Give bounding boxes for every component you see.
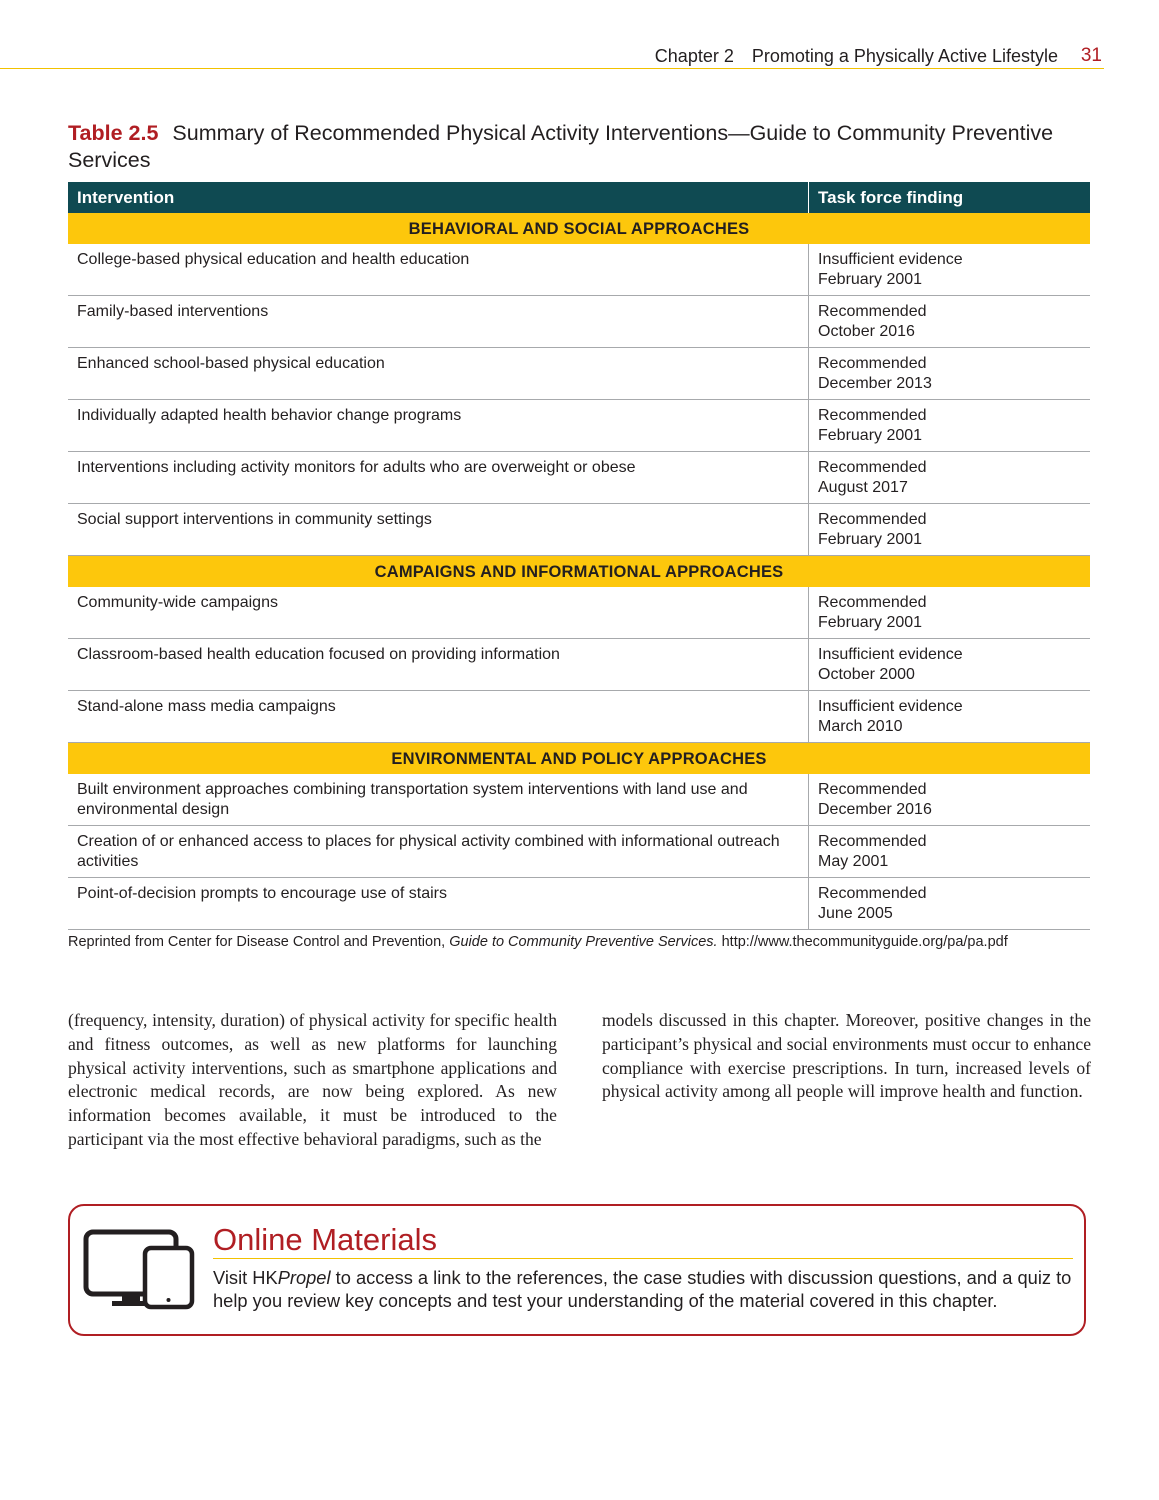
finding-date: December 2013 <box>818 375 932 392</box>
finding-text: Insufficient evidence <box>818 698 963 715</box>
intervention-text: Creation of or enhanced access to places for physical activity combined with informational outreach activities <box>77 833 780 870</box>
finding-date: October 2016 <box>818 323 915 340</box>
intervention-text: Built environment approaches combining transportation system interventions with land use and environmental design <box>77 781 748 818</box>
finding-date: February 2001 <box>818 427 923 444</box>
intervention-cell <box>68 504 809 556</box>
finding-text: Recommended <box>818 303 927 320</box>
finding-date: August 2017 <box>818 479 908 496</box>
finding-cell <box>809 587 1091 639</box>
source-url: http://www.thecommunityguide.org/pa/pa.pdf <box>721 934 1008 950</box>
chapter-title: Promoting a Physically Active Lifestyle <box>751 46 1058 66</box>
running-head-text <box>655 46 1058 67</box>
section-header-row <box>68 556 1090 588</box>
finding-cell <box>809 878 1091 930</box>
finding-date: October 2000 <box>818 666 915 683</box>
table-number: Table 2.5 <box>68 121 159 145</box>
online-text-brand: Propel <box>277 1267 331 1288</box>
table-row <box>68 348 1090 400</box>
table-title: Summary of Recommended Physical Activity Interventions—Guide to Community Preventive Services <box>68 121 1054 172</box>
section-header-row <box>68 743 1090 775</box>
intervention-text: Classroom-based health education focused on providing information <box>77 646 560 663</box>
finding-text: Recommended <box>818 594 927 611</box>
intervention-cell <box>68 244 809 296</box>
source-publication: Guide to Community Preventive Services. <box>449 934 718 950</box>
finding-text: Recommended <box>818 459 927 476</box>
finding-cell <box>809 244 1091 296</box>
finding-date: February 2001 <box>818 614 923 631</box>
intervention-text: Family-based interventions <box>77 303 269 320</box>
finding-cell <box>809 296 1091 348</box>
finding-cell <box>809 504 1091 556</box>
online-materials-box <box>68 1204 1086 1336</box>
table-row <box>68 587 1090 639</box>
table-row <box>68 296 1090 348</box>
finding-cell <box>809 452 1091 504</box>
intervention-text: Point-of-decision prompts to encourage use of stairs <box>77 885 447 902</box>
column-header-finding: Task force finding <box>809 182 1091 213</box>
intervention-text: Community-wide campaigns <box>77 594 278 611</box>
section-header-row <box>68 213 1090 244</box>
finding-text: Recommended <box>818 885 927 902</box>
chapter-label: Chapter 2 <box>654 46 734 66</box>
online-materials-title: Online Materials <box>213 1222 1073 1259</box>
finding-cell <box>809 691 1091 743</box>
table-header-row <box>68 182 1090 213</box>
table-row <box>68 639 1090 691</box>
finding-date: February 2001 <box>818 531 923 548</box>
intervention-cell <box>68 639 809 691</box>
finding-text: Recommended <box>818 355 927 372</box>
intervention-cell <box>68 587 809 639</box>
finding-cell <box>809 774 1091 826</box>
finding-date: December 2016 <box>818 801 932 818</box>
finding-cell <box>809 639 1091 691</box>
column-header-intervention: Intervention <box>68 182 809 213</box>
intervention-cell <box>68 774 809 826</box>
finding-date: May 2001 <box>818 853 889 870</box>
online-text-suffix: to access a link to the references, the case studies with discussion questions, and a quiz to help you review key concepts and test your understanding of the material covered in this chapter. <box>213 1267 1072 1311</box>
table-row <box>68 878 1090 930</box>
finding-cell <box>809 826 1091 878</box>
source-prefix: Reprinted from Center for Disease Control and Prevention, <box>68 934 450 950</box>
table-row <box>68 244 1090 296</box>
table-row <box>68 400 1090 452</box>
finding-text: Insufficient evidence <box>818 646 963 663</box>
finding-cell <box>809 400 1091 452</box>
online-materials-text <box>213 1266 1073 1312</box>
online-text-prefix: Visit HK <box>213 1267 278 1288</box>
finding-date: June 2005 <box>818 905 893 922</box>
intervention-cell <box>68 452 809 504</box>
section-heading: BEHAVIORAL AND SOCIAL APPROACHES <box>68 213 1090 244</box>
intervention-text: Stand-alone mass media campaigns <box>77 698 336 715</box>
finding-text: Recommended <box>818 833 927 850</box>
finding-text: Recommended <box>818 407 927 424</box>
intervention-cell <box>68 400 809 452</box>
finding-text: Recommended <box>818 511 927 528</box>
section-heading: CAMPAIGNS AND INFORMATIONAL APPROACHES <box>68 556 1090 588</box>
intervention-cell <box>68 826 809 878</box>
table-source-note <box>68 934 1008 950</box>
intervention-text: College-based physical education and health education <box>77 251 470 268</box>
intervention-text: Individually adapted health behavior change programs <box>77 407 462 424</box>
body-text-right-column: models discussed in this chapter. Moreover, positive changes in the participant’s physical and social environments must occur to enhance compliance with exercise prescriptions. In turn, increased levels of physical activity among all people will improve health and function. <box>602 1010 1091 1102</box>
finding-text: Recommended <box>818 781 927 798</box>
intervention-text: Interventions including activity monitors for adults who are overweight or obese <box>77 459 636 476</box>
table-row <box>68 826 1090 878</box>
interventions-table <box>68 182 1090 930</box>
running-head <box>0 44 1104 69</box>
intervention-cell <box>68 348 809 400</box>
table-row <box>68 452 1090 504</box>
page-number: 31 <box>1080 45 1102 66</box>
finding-date: March 2010 <box>818 718 903 735</box>
finding-date: February 2001 <box>818 271 923 288</box>
intervention-cell <box>68 878 809 930</box>
body-text-left-column: (frequency, intensity, duration) of physical activity for specific health and fitness outcomes, as well as new platforms for launching physical activity interventions, such as smartphone applications and electronic medical records, are now being explored. As new information becomes available, it must be introduced to the participant via the most effective behavioral paradigms, such as the <box>68 1010 557 1149</box>
section-heading: ENVIRONMENTAL AND POLICY APPROACHES <box>68 743 1090 775</box>
intervention-cell <box>68 296 809 348</box>
intervention-text: Enhanced school-based physical education <box>77 355 385 372</box>
intervention-cell <box>68 691 809 743</box>
finding-cell <box>809 348 1091 400</box>
table-row <box>68 774 1090 826</box>
finding-text: Insufficient evidence <box>818 251 963 268</box>
table-row <box>68 504 1090 556</box>
table-row <box>68 691 1090 743</box>
computer-tablet-icon <box>82 1228 196 1310</box>
intervention-text: Social support interventions in community settings <box>77 511 432 528</box>
table-caption <box>68 120 1093 174</box>
